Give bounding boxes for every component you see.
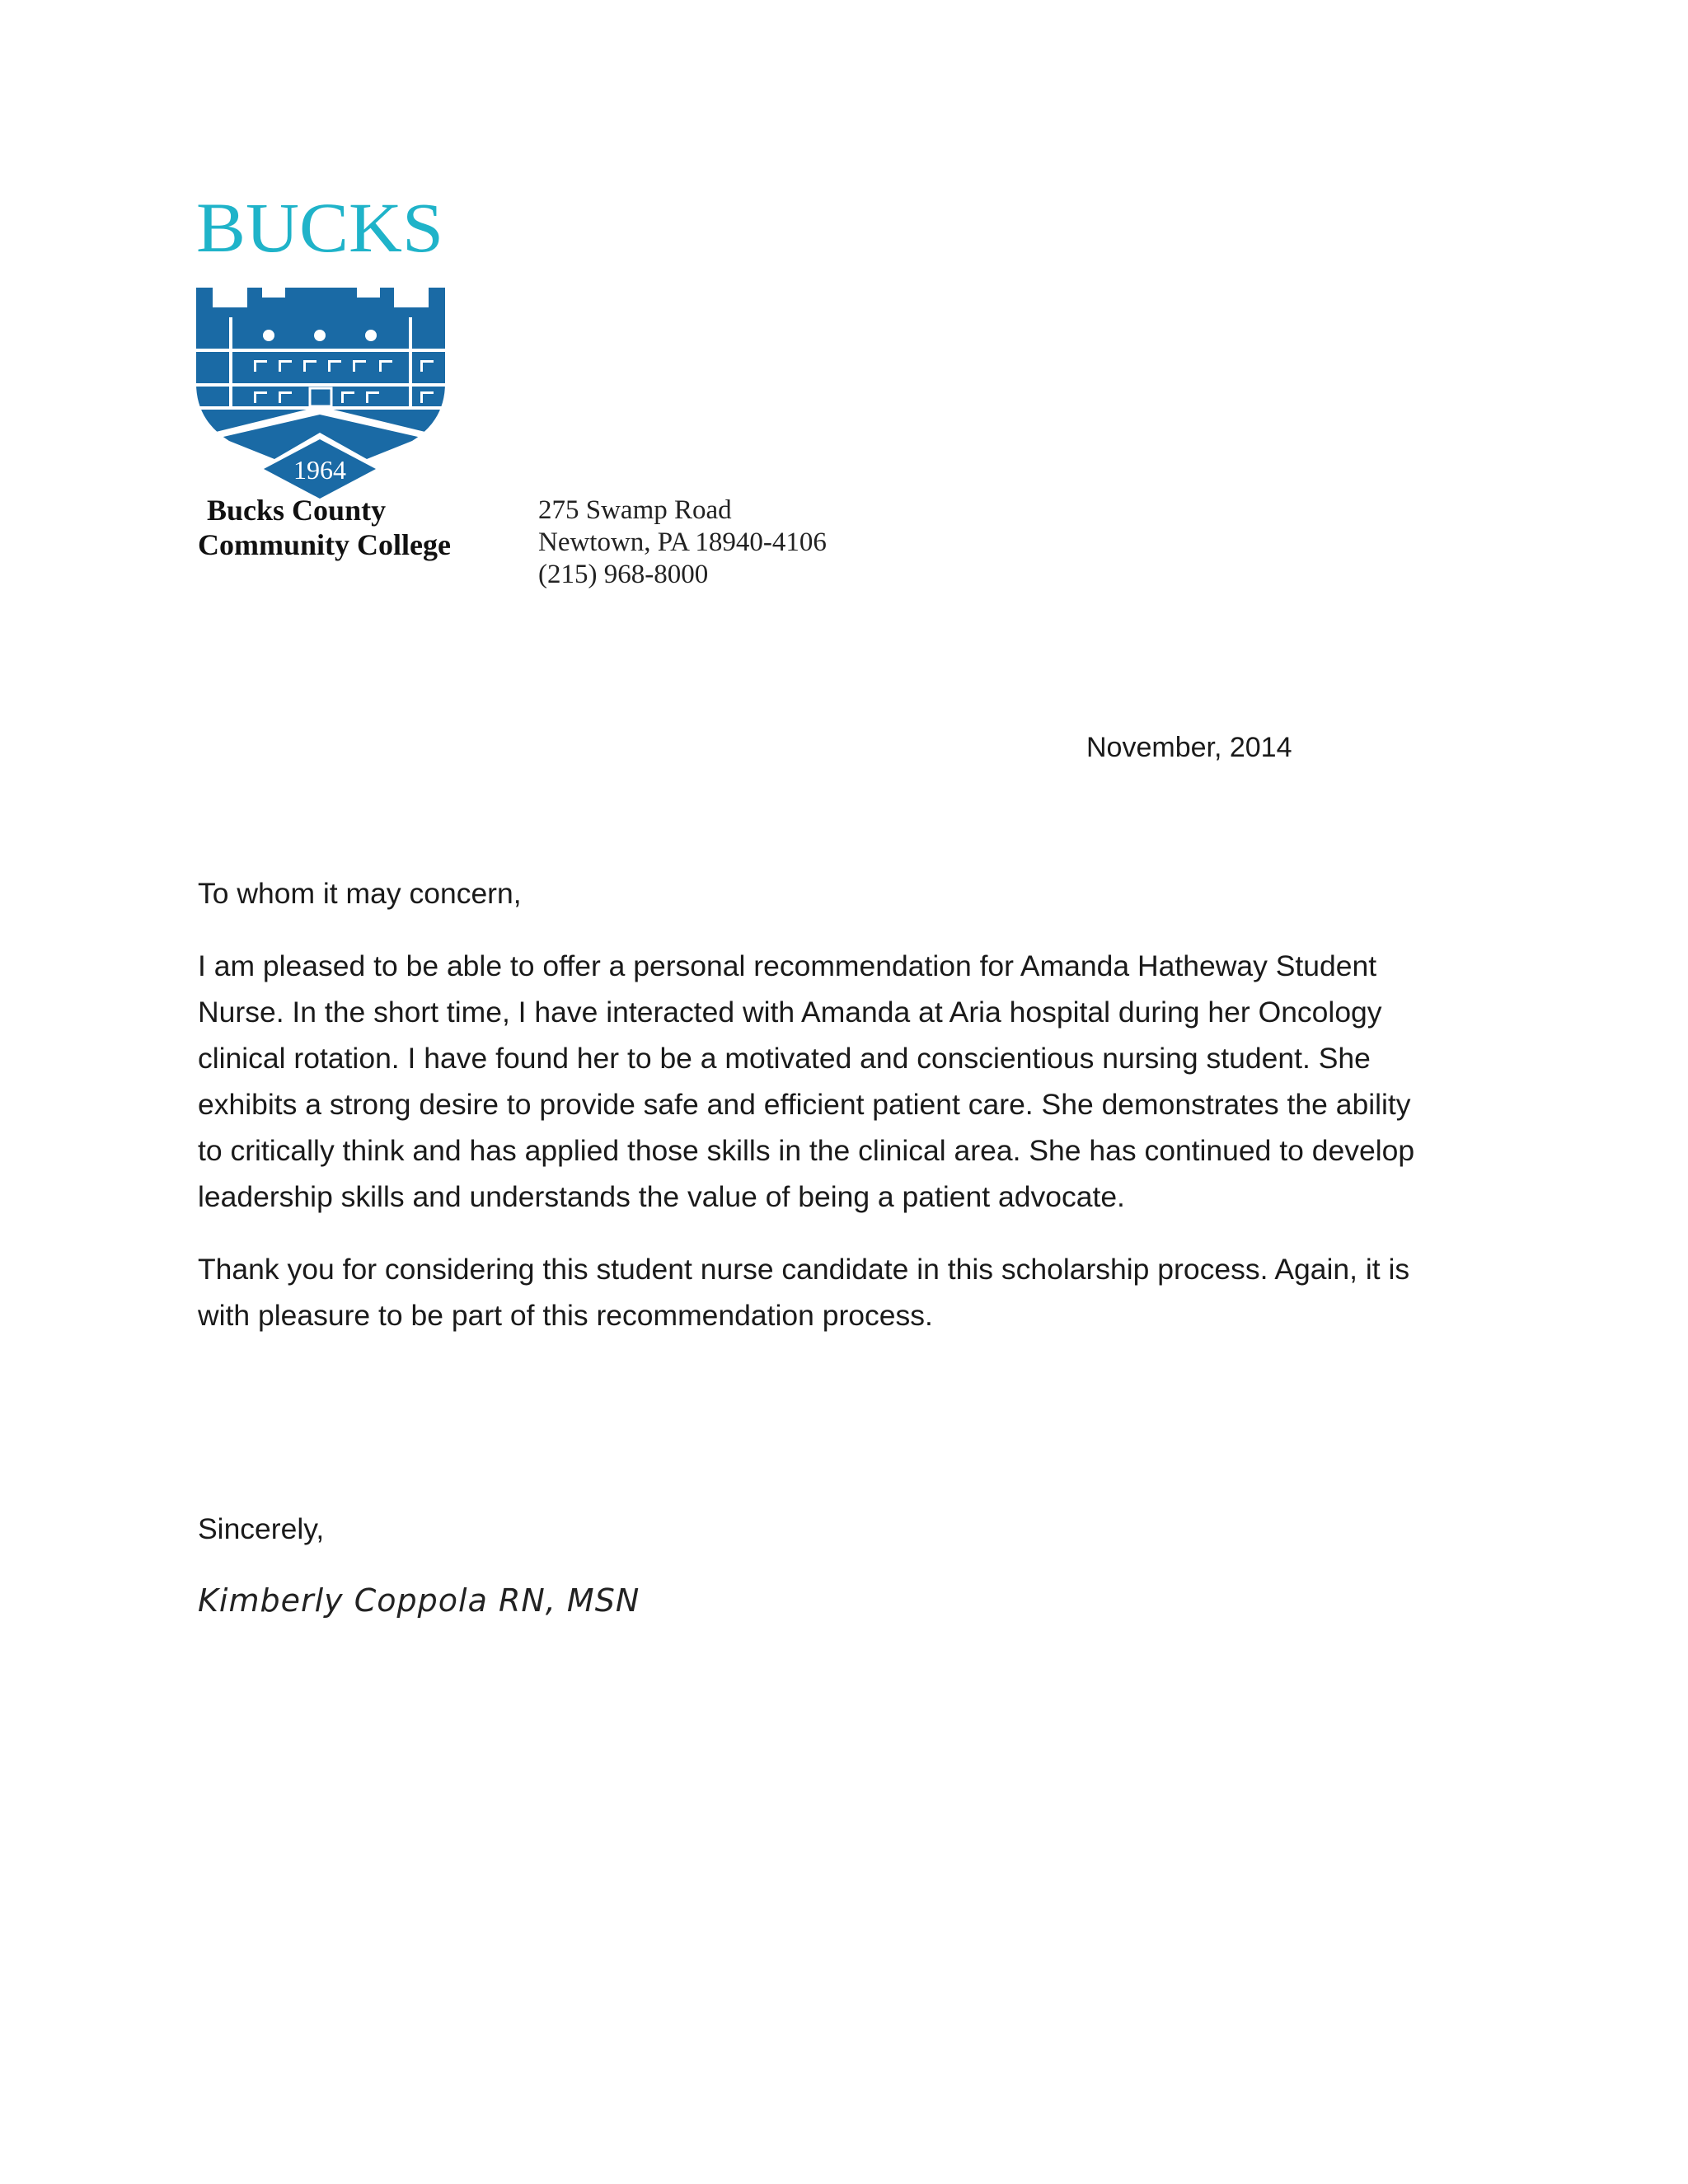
address-phone: (215) 968-8000 — [538, 560, 709, 589]
paragraph-1-line: to critically think and has applied those skills in the clinical area. She has continued to develop — [198, 1134, 1415, 1167]
college-logo — [196, 194, 445, 499]
closing: Sincerely, — [198, 1512, 325, 1545]
signature: Kimberly Coppola RN, MSN — [198, 1582, 640, 1619]
logo-wordmark: BUCKS — [196, 194, 443, 267]
paragraph-1 — [198, 943, 1467, 1220]
paragraph-1-line: Nurse. In the short time, I have interacted with Amanda at Aria hospital during her Oncology — [198, 996, 1382, 1029]
logo-year: 1964 — [293, 455, 346, 485]
paragraph-1-line: clinical rotation. I have found her to be a motivated and conscientious nursing student. She — [198, 1042, 1371, 1075]
college-name — [198, 493, 451, 562]
paragraph-1-line: exhibits a strong desire to provide safe and efficient patient care. She demonstrates the ability — [198, 1088, 1411, 1121]
salutation: To whom it may concern, — [198, 877, 522, 910]
address-city: Newtown, PA 18940-4106 — [538, 527, 827, 557]
college-name-line1: Bucks County — [207, 494, 387, 527]
paragraph-2 — [198, 1246, 1467, 1338]
paragraph-2-line: with pleasure to be part of this recommendation process. — [198, 1299, 933, 1332]
address-street: 275 Swamp Road — [538, 495, 732, 525]
college-address — [538, 494, 827, 591]
letter-date: November, 2014 — [1086, 732, 1292, 763]
paragraph-2-line: Thank you for considering this student nurse candidate in this scholarship process. Again, it is — [198, 1253, 1410, 1286]
college-name-line2: Community College — [198, 528, 451, 561]
paragraph-1-line: I am pleased to be able to offer a personal recommendation for Amanda Hatheway Student — [198, 949, 1377, 982]
paragraph-1-line: leadership skills and understands the value of being a patient advocate. — [198, 1180, 1125, 1213]
letter-body — [198, 870, 1467, 1338]
